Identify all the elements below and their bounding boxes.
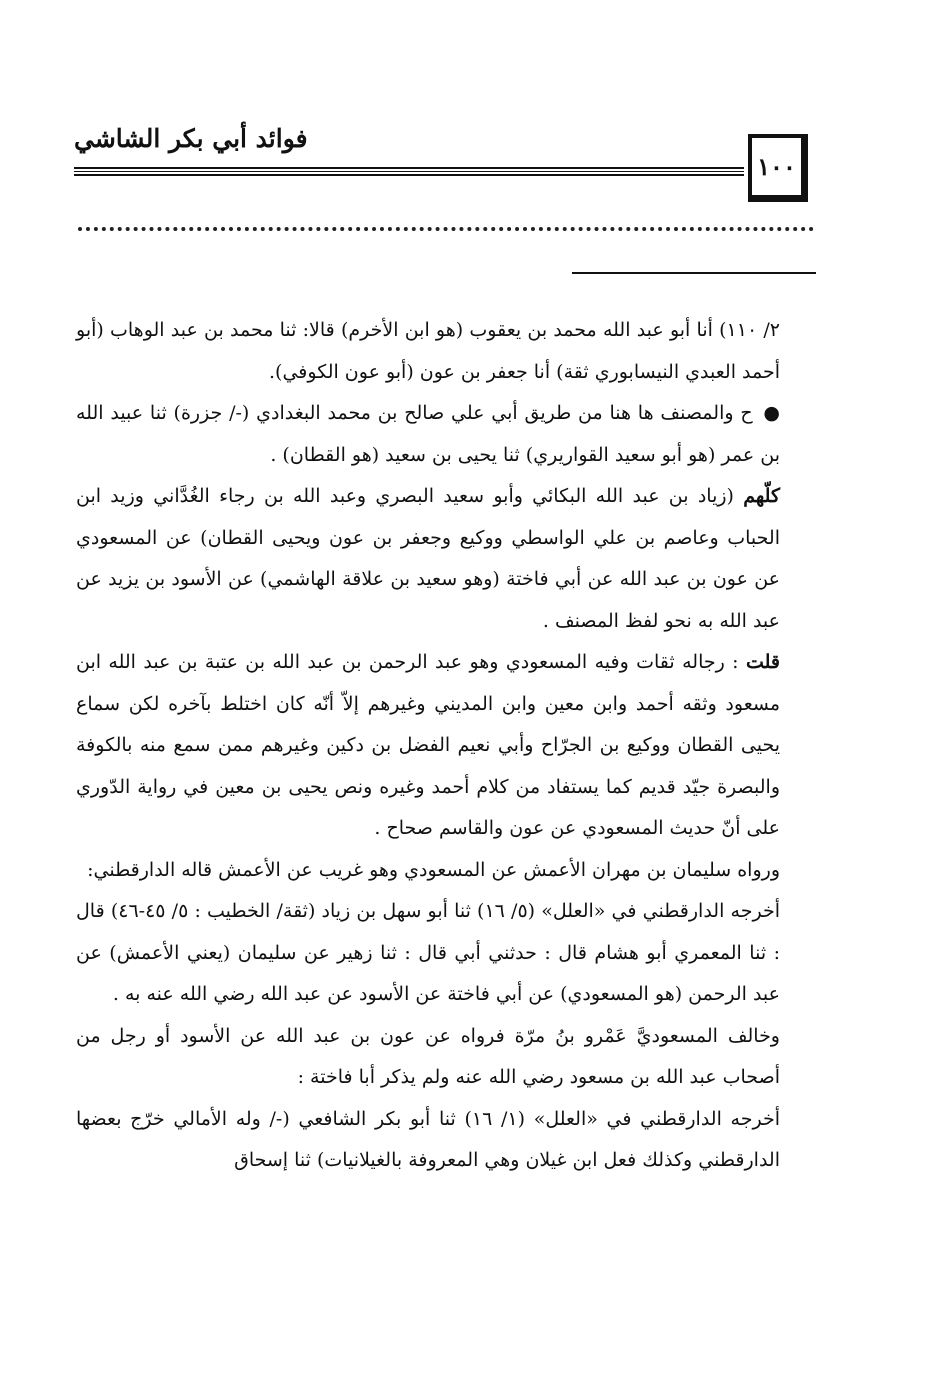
header-rule (74, 174, 744, 176)
paragraph-text: أخرجه الدارقطني في «العلل» (١/ ١٦) ثنا أبو بكر الشافعي (-/ وله الأمالي خرّج بعضها الدارقطني وكذلك فعل ابن غيلان وهي المعروفة بالغيلانيات) ثنا إسحاق (76, 1107, 780, 1171)
paragraph (76, 642, 780, 850)
paragraph-text: (زياد بن عبد الله البكائي وأبو سعيد البصري وعبد الله بن رجاء الغُدَّاني وزيد ابن الحباب وعاصم بن علي الواسطي ووكيع وجعفر بن عون ويحيى القطان) عن المسعودي عن عون بن عبد الله عن أبي فاختة (وهو سعيد بن علاقة الهاشمي) عن الأسود بن يزيد عن عبد الله به نحو لفظ المصنف . (76, 485, 781, 632)
page-number: ١٠٠ (748, 134, 808, 202)
paragraph (76, 1099, 780, 1182)
paragraph (76, 310, 780, 393)
paragraph-text: : رجاله ثقات وفيه المسعودي وهو عبد الرحمن بن عبد الله بن عتبة بن عبد الله ابن مسعود وثقه أحمد وابن معين وابن المديني وغيرهم إلاّ أنّه كان اختلط بآخره لكن سماع يحيى القطان ووكيع بن الجرّاح وأبي نعيم الفضل بن دكين وغيرهم ممن سمع منه بالكوفة والبصرة جيّد قديم كما يستفاد من كلام أحمد وغيره ونص يحيى بن معين في رواية الدّوري على أنّ حديث المسعودي عن عون والقاسم صحاح . (76, 651, 780, 839)
running-title: فوائد أبي بكر الشاشي (74, 124, 308, 153)
dotted-divider (78, 227, 814, 239)
paragraph-lead: كلّهم (743, 485, 780, 507)
bullet-icon: ● (763, 402, 780, 424)
paragraph-lead: قلت (745, 651, 780, 673)
paragraph (76, 891, 780, 1016)
paragraph (76, 1016, 780, 1099)
paragraph (76, 393, 780, 476)
paragraph (76, 850, 780, 892)
footnote-rule (572, 272, 816, 274)
paragraph-text: ح والمصنف ها هنا من طريق أبي علي صالح بن محمد البغدادي (-/ جزرة) ثنا عبيد الله بن عمر (هو أبو سعيد القواريري) ثنا يحيى بن سعيد (هو القطان) . (76, 402, 780, 466)
header-rule (74, 167, 744, 169)
paragraph-text: وخالف المسعوديَّ عَمْرو بنُ مرّة فرواه عن عون بن عبد الله عن الأسود أو رجل من أصحاب عبد الله بن مسعود رضي الله عنه ولم يذكر أبا فاختة : (76, 1024, 780, 1088)
body-text (76, 310, 780, 1182)
paragraph-text: ٢/ ١١٠) أنا أبو عبد الله محمد بن يعقوب (هو ابن الأخرم) قالا: ثنا محمد بن عبد الوهاب (أبو أحمد العبدي النيسابوري ثقة) أنا جعفر بن عون (أبو عون الكوفي). (76, 319, 780, 383)
header-rule (74, 171, 744, 172)
paragraph-text: ورواه سليمان بن مهران الأعمش عن المسعودي وهو غريب عن الأعمش قاله الدارقطني: (87, 858, 780, 881)
paragraph-text: أخرجه الدارقطني في «العلل» (٥/ ١٦) ثنا أبو سهل بن زياد (ثقة/ الخطيب : ٥/ ٤٥-٤٦) قال : ثنا المعمري أبو هشام قال : حدثني أبي قال : ثنا زهير عن سليمان (يعني الأعمش) عن عبد الرحمن (هو المسعودي) عن أبي فاختة عن الأسود عن عبد الله رضي الله عنه به . (76, 900, 780, 1005)
paragraph (76, 476, 780, 642)
